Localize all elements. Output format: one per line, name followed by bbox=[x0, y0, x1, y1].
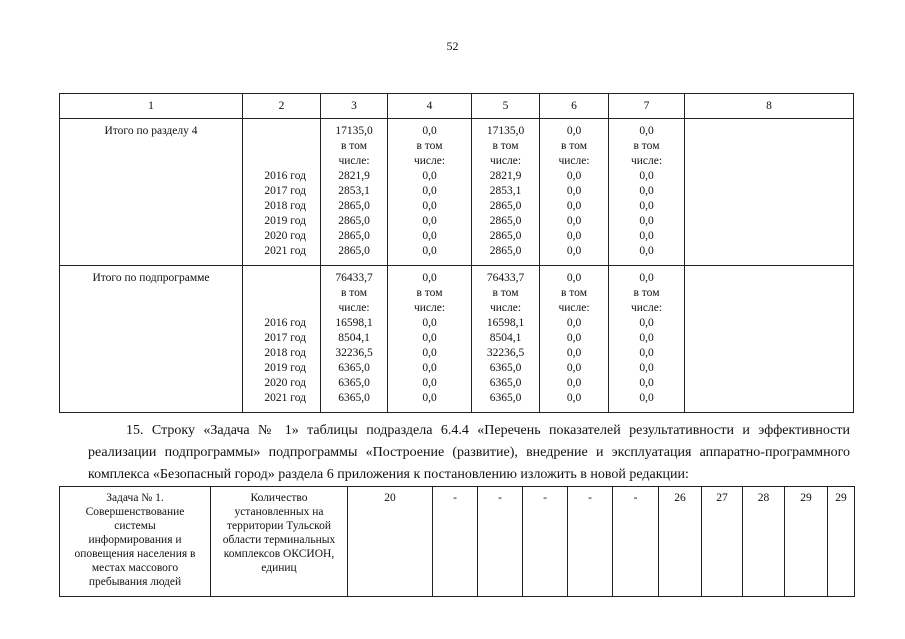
page-number: 52 bbox=[446, 39, 459, 53]
year-value: 0,0 bbox=[639, 185, 654, 197]
indicators-table bbox=[59, 486, 855, 597]
year-value: 0,0 bbox=[422, 377, 437, 389]
value-cell: 29 bbox=[828, 487, 855, 597]
task-line: информирования и bbox=[88, 534, 182, 546]
amount-cell bbox=[321, 266, 388, 413]
amount-cell bbox=[609, 119, 685, 266]
year-label: 2016 год bbox=[264, 317, 306, 329]
amendment-paragraph: 15. Строку «Задача № 1» таблицы подраздела 6.4.4 «Перечень показателей результативности и эффективности реализации подпрограммы» подпрограммы «Построение (развитие), внедрение и эксплуатация аппаратно-программного комплекса «Безопасный город» раздела 6 приложения к постановлению изложить в новой редакции: bbox=[88, 423, 850, 482]
year-value: 8504,1 bbox=[489, 332, 522, 344]
year-value: 0,0 bbox=[566, 392, 582, 404]
year-value: 0,0 bbox=[639, 392, 654, 404]
total-value: 0,0 bbox=[639, 125, 654, 137]
in-total-label: в том bbox=[561, 140, 587, 152]
year-label: 2020 год bbox=[264, 377, 306, 389]
value-cell: - bbox=[523, 487, 568, 597]
total-value: 76433,7 bbox=[486, 272, 525, 284]
year-value: 0,0 bbox=[566, 377, 582, 389]
task-line: местах массового bbox=[91, 562, 179, 574]
in-total-label: в том bbox=[633, 140, 660, 152]
value-cell: 26 bbox=[659, 487, 702, 597]
in-total-label: в том bbox=[561, 287, 587, 299]
year-value: 0,0 bbox=[639, 245, 654, 257]
in-total-label: числе: bbox=[558, 155, 590, 167]
financing-table bbox=[59, 93, 854, 413]
in-total-label: в том bbox=[341, 140, 367, 152]
year-value: 0,0 bbox=[566, 245, 582, 257]
total-value: 0,0 bbox=[566, 125, 582, 137]
in-total-label: числе: bbox=[558, 302, 590, 314]
year-value: 0,0 bbox=[422, 185, 437, 197]
year-value: 2865,0 bbox=[489, 200, 522, 212]
in-total-label: в том bbox=[416, 140, 443, 152]
year-value: 0,0 bbox=[566, 215, 582, 227]
value-cell: 27 bbox=[702, 487, 743, 597]
year-value: 0,0 bbox=[639, 362, 654, 374]
year-value: 0,0 bbox=[422, 245, 437, 257]
year-value: 0,0 bbox=[422, 215, 437, 227]
year-label: 2021 год bbox=[264, 245, 306, 257]
total-value: 17135,0 bbox=[486, 125, 525, 137]
total-value: 17135,0 bbox=[335, 125, 373, 137]
column-header: 2 bbox=[243, 94, 321, 119]
years-cell bbox=[243, 266, 321, 413]
year-label: 2019 год bbox=[264, 215, 306, 227]
year-value: 6365,0 bbox=[489, 362, 522, 374]
in-total-label: в том bbox=[492, 287, 519, 299]
year-value: 0,0 bbox=[639, 200, 654, 212]
task-line: оповещения населения в bbox=[74, 548, 196, 560]
in-total-label: числе: bbox=[630, 155, 663, 167]
value-cell: - bbox=[433, 487, 478, 597]
year-value: 0,0 bbox=[422, 392, 437, 404]
table-row bbox=[60, 266, 854, 413]
value-cell: 28 bbox=[743, 487, 785, 597]
value-cell: 29 bbox=[785, 487, 828, 597]
amount-cell bbox=[540, 119, 609, 266]
amount-cell bbox=[609, 266, 685, 413]
year-value: 32236,5 bbox=[335, 347, 373, 359]
column-header: 5 bbox=[472, 94, 540, 119]
years-cell bbox=[243, 119, 321, 266]
indicator-line: Количество bbox=[250, 492, 308, 504]
year-value: 6365,0 bbox=[338, 362, 370, 374]
amount-cell bbox=[540, 266, 609, 413]
year-value: 0,0 bbox=[639, 215, 654, 227]
section-title: Итого по разделу 4 bbox=[60, 119, 243, 266]
task-cell bbox=[60, 487, 211, 597]
year-value: 0,0 bbox=[639, 332, 654, 344]
year-value: 0,0 bbox=[566, 200, 582, 212]
year-value: 0,0 bbox=[422, 362, 437, 374]
task-line: пребывания людей bbox=[88, 576, 182, 588]
year-value: 2865,0 bbox=[338, 230, 370, 242]
in-total-label: числе: bbox=[338, 302, 370, 314]
year-value: 0,0 bbox=[422, 347, 437, 359]
year-value: 2865,0 bbox=[338, 200, 370, 212]
year-label: 2018 год bbox=[264, 200, 306, 212]
column-header: 7 bbox=[609, 94, 685, 119]
indicator-line: комплексов ОКСИОН, bbox=[223, 548, 335, 560]
value-cell: - bbox=[568, 487, 613, 597]
year-value: 6365,0 bbox=[338, 377, 370, 389]
year-label: 2017 год bbox=[264, 185, 306, 197]
in-total-label: числе: bbox=[489, 302, 522, 314]
amount-cell bbox=[472, 119, 540, 266]
indicator-line: единиц bbox=[261, 562, 297, 574]
year-label: 2017 год bbox=[264, 332, 306, 344]
column-header: 3 bbox=[321, 94, 388, 119]
year-value: 2853,1 bbox=[338, 185, 370, 197]
empty-cell bbox=[685, 266, 854, 413]
year-value: 32236,5 bbox=[486, 347, 525, 359]
year-value: 0,0 bbox=[639, 347, 654, 359]
indicator-line: установленных на bbox=[234, 506, 324, 518]
task-line: Совершенствование bbox=[85, 506, 185, 518]
amount-cell bbox=[472, 266, 540, 413]
year-value: 6365,0 bbox=[338, 392, 370, 404]
section-title: Итого по подпрограмме bbox=[60, 266, 243, 413]
year-value: 0,0 bbox=[639, 230, 654, 242]
year-value: 2821,9 bbox=[338, 170, 370, 182]
year-value: 0,0 bbox=[639, 317, 654, 329]
in-total-label: в том bbox=[633, 287, 660, 299]
value-cell: - bbox=[613, 487, 659, 597]
table-row bbox=[60, 487, 855, 597]
in-total-label: числе: bbox=[413, 302, 446, 314]
column-header: 8 bbox=[685, 94, 854, 119]
in-total-label: числе: bbox=[338, 155, 370, 167]
year-value: 0,0 bbox=[639, 170, 654, 182]
task-line: Задача № 1. bbox=[106, 492, 164, 504]
year-value: 0,0 bbox=[422, 332, 437, 344]
in-total-label: числе: bbox=[489, 155, 522, 167]
year-label: 2019 год bbox=[264, 362, 306, 374]
year-value: 0,0 bbox=[566, 362, 582, 374]
year-value: 8504,1 bbox=[338, 332, 370, 344]
year-value: 6365,0 bbox=[489, 377, 522, 389]
year-value: 0,0 bbox=[422, 317, 437, 329]
year-value: 0,0 bbox=[422, 170, 437, 182]
year-value: 0,0 bbox=[566, 332, 582, 344]
year-value: 0,0 bbox=[639, 377, 654, 389]
year-value: 0,0 bbox=[566, 230, 582, 242]
column-header: 1 bbox=[60, 94, 243, 119]
in-total-label: в том bbox=[416, 287, 443, 299]
in-total-label: числе: bbox=[630, 302, 663, 314]
total-value: 0,0 bbox=[639, 272, 654, 284]
year-value: 0,0 bbox=[566, 317, 582, 329]
year-label: 2018 год bbox=[264, 347, 306, 359]
indicator-line: территории Тульской bbox=[226, 520, 332, 532]
year-value: 0,0 bbox=[566, 185, 582, 197]
column-header: 4 bbox=[388, 94, 472, 119]
year-value: 2865,0 bbox=[338, 215, 370, 227]
year-value: 0,0 bbox=[422, 230, 437, 242]
indicator-cell bbox=[211, 487, 348, 597]
value-cell: 20 bbox=[348, 487, 433, 597]
year-label: 2016 год bbox=[264, 170, 306, 182]
amount-cell bbox=[388, 119, 472, 266]
year-value: 2865,0 bbox=[489, 245, 522, 257]
table-row bbox=[60, 119, 854, 266]
in-total-label: в том bbox=[341, 287, 367, 299]
empty-cell bbox=[685, 119, 854, 266]
year-label: 2021 год bbox=[264, 392, 306, 404]
year-value: 6365,0 bbox=[489, 392, 522, 404]
year-value: 2853,1 bbox=[489, 185, 522, 197]
table-header-row bbox=[60, 94, 854, 119]
task-line: системы bbox=[114, 520, 156, 532]
value-cell: - bbox=[478, 487, 523, 597]
year-value: 16598,1 bbox=[486, 317, 525, 329]
year-value: 2865,0 bbox=[338, 245, 370, 257]
column-header: 6 bbox=[540, 94, 609, 119]
total-value: 76433,7 bbox=[335, 272, 373, 284]
year-value: 2865,0 bbox=[489, 230, 522, 242]
year-value: 16598,1 bbox=[335, 317, 373, 329]
amount-cell bbox=[388, 266, 472, 413]
total-value: 0,0 bbox=[422, 125, 437, 137]
year-value: 0,0 bbox=[422, 200, 437, 212]
year-value: 0,0 bbox=[566, 347, 582, 359]
year-value: 2821,9 bbox=[489, 170, 522, 182]
total-value: 0,0 bbox=[566, 272, 582, 284]
in-total-label: числе: bbox=[413, 155, 446, 167]
year-value: 0,0 bbox=[566, 170, 582, 182]
year-label: 2020 год bbox=[264, 230, 306, 242]
indicator-line: области терминальных bbox=[222, 534, 336, 546]
in-total-label: в том bbox=[492, 140, 519, 152]
amount-cell bbox=[321, 119, 388, 266]
year-value: 2865,0 bbox=[489, 215, 522, 227]
total-value: 0,0 bbox=[422, 272, 437, 284]
